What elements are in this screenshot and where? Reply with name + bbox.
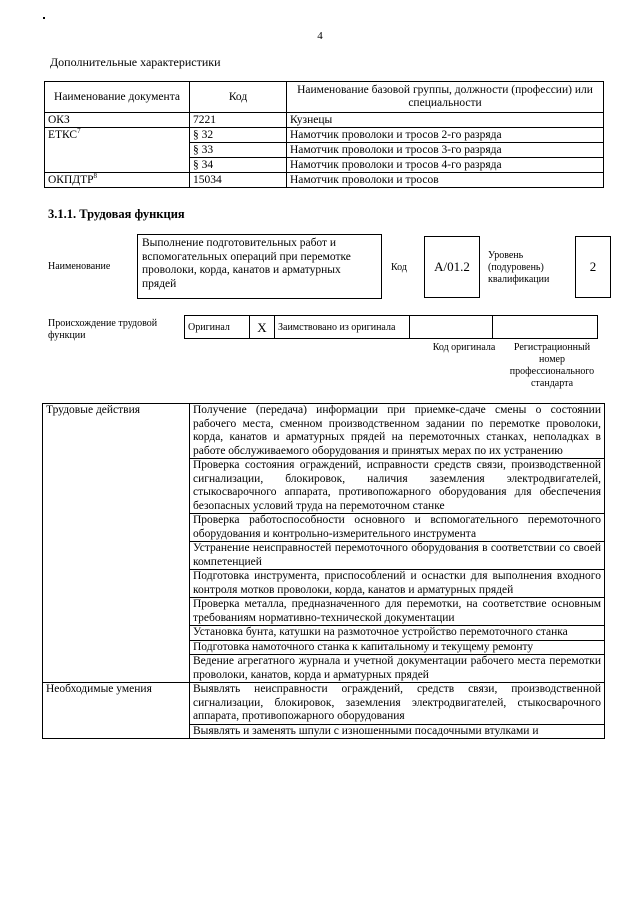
original-cell: Оригинал: [185, 316, 250, 339]
action-item: Установка бунта, катушки на размоточное устройство перемоточного станка: [190, 626, 605, 641]
footnote-8: 8: [93, 172, 98, 181]
extra-characteristics-title: Дополнительные характеристики: [50, 55, 221, 69]
code-cell: § 34: [190, 158, 287, 173]
doc-name: ОКПДТР: [48, 174, 94, 186]
table-row: [45, 128, 604, 143]
table-header-row: [45, 82, 604, 113]
action-item: Подготовка инструмента, приспособлений и оснастки для выполнения входного контроля мотков проволоки, корда, канатов и арматурных прядей: [190, 570, 605, 598]
labor-functions-table: [42, 403, 605, 739]
action-item: Подготовка намоточного станка к капитальному и текущему ремонту: [190, 640, 605, 655]
function-code-box: А/01.2: [424, 236, 480, 298]
code-cell: § 33: [190, 143, 287, 158]
level-value-box: 2: [575, 236, 611, 298]
header-code: Код: [190, 82, 287, 113]
table-row: [45, 173, 604, 188]
name-label: Наименование: [48, 261, 111, 272]
code-original-caption: Код оригинала: [432, 342, 496, 353]
footnote-7: 7: [77, 127, 81, 136]
skill-item: Выявлять неисправности ограждений, средств связи, производственной сигнализации, блокировок, заземления электродвигателей, стыкосварочного аппарата, противопожарного оборудования: [190, 683, 605, 725]
skills-label: Необходимые умения: [43, 683, 190, 739]
name-cell: Намотчик проволоки и тросов 3-го разряда: [287, 143, 604, 158]
doc-cell-etks: [45, 128, 190, 173]
action-item: Устранение неисправностей перемоточного оборудования в соответствии со своей компетенцией: [190, 542, 605, 570]
reg-number-cell: [493, 316, 598, 339]
extra-characteristics-table: [44, 81, 604, 188]
header-group-name: Наименование базовой группы, должности (профессии) или специальности: [287, 82, 604, 113]
action-item: Ведение агрегатного журнала и учетной документации рабочего места перемотки проволоки, канатов, корда и арматурных прядей: [190, 655, 605, 683]
level-label: Уровень (подуровень) квалификации: [488, 250, 550, 285]
action-item: Проверка состояния ограждений, исправности средств связи, производственной сигнализации, блокировок, наличия заземления электродвигателей, стыкосварочного аппарата, противопожарного оборудования для обеспечения безопасных условий труда на перемоточном станке: [190, 459, 605, 514]
name-cell: Намотчик проволоки и тросов 4-го разряда: [287, 158, 604, 173]
original-mark: X: [250, 316, 275, 339]
name-cell: Намотчик проволоки и тросов 2-го разряда: [287, 128, 604, 143]
name-cell: Намотчик проволоки и тросов: [287, 173, 604, 188]
borrowed-cell: Заимствовано из оригинала: [275, 316, 410, 339]
function-name-box: Выполнение подготовительных работ и вспомогательных операций при перемотке проволоки, корда, канатов и арматурных прядей: [137, 234, 382, 299]
action-item: Проверка металла, предназначенного для перемотки, на соответствие основным требованиям нормативно-технической документации: [190, 598, 605, 626]
code-cell: § 32: [190, 128, 287, 143]
section-title: 3.1.1. Трудовая функция: [48, 207, 185, 221]
page-number: 4: [317, 30, 323, 42]
table-row: [45, 113, 604, 128]
origin-label: Происхождение трудовой функции: [48, 318, 158, 341]
code-label: Код: [391, 262, 407, 273]
doc-cell-okpdtr: [45, 173, 190, 188]
table-row: [43, 683, 605, 725]
doc-name: ЕТКС: [48, 129, 78, 141]
origin-table: [184, 315, 598, 339]
code-cell: 7221: [190, 113, 287, 128]
skill-item: Выявлять и заменять шпули с изношенными посадочными втулками и: [190, 724, 605, 739]
name-cell: Кузнецы: [287, 113, 604, 128]
doc-cell: ОКЗ: [45, 113, 190, 128]
action-item: Получение (передача) информации при приемке-сдаче смены о состоянии рабочего места, сменном производственном задании по перемотке проволоки, корда, канатов и арматурных прядей на перемоточных станках, неполадках в работе обслуживаемого оборудования и принятых мерах по их устранению: [190, 404, 605, 459]
header-document-name: Наименование документа: [45, 82, 190, 113]
code-cell: 15034: [190, 173, 287, 188]
actions-label: Трудовые действия: [43, 404, 190, 683]
scan-mark: [43, 17, 45, 19]
table-row: [43, 404, 605, 459]
reg-number-caption: Регистрационный номер профессионального стандарта: [509, 342, 595, 389]
action-item: Проверка работоспособности основного и вспомогательного перемоточного оборудования и контрольно-измерительного инструмента: [190, 514, 605, 542]
code-original-cell: [410, 316, 493, 339]
